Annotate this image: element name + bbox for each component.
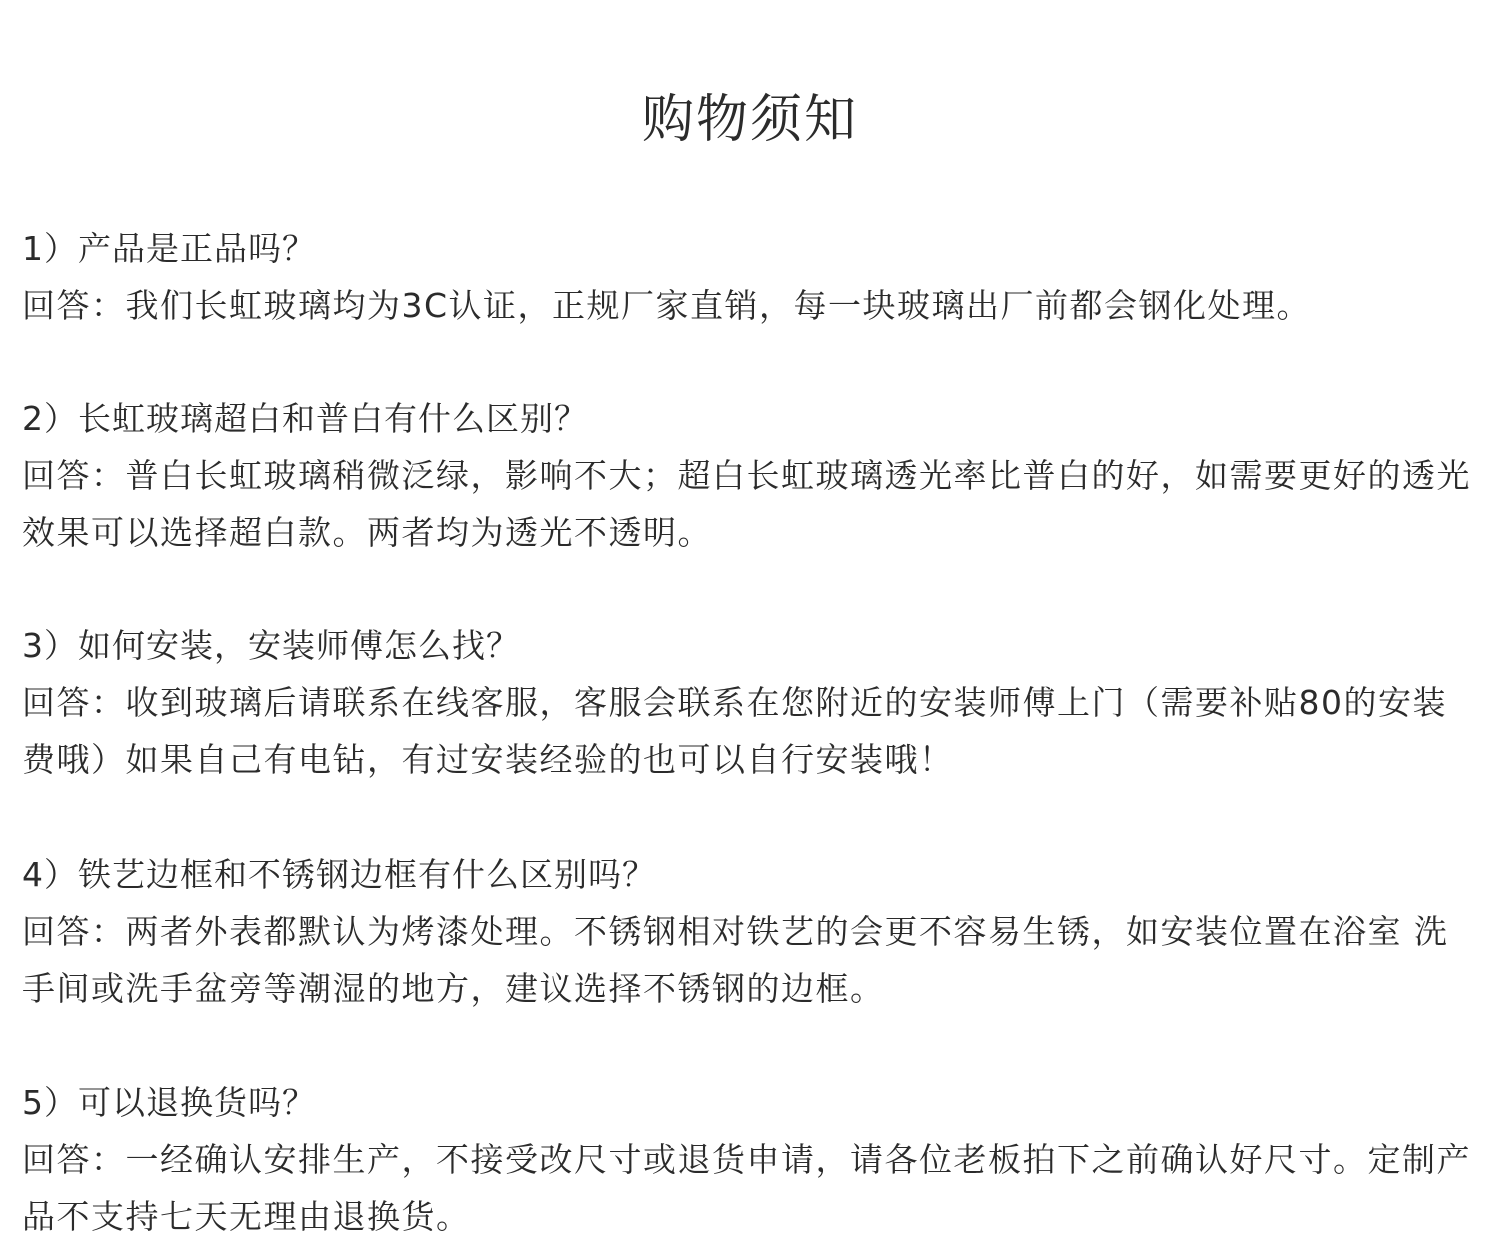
faq-item xyxy=(22,390,1472,561)
faq-question: 3）如何安装，安装师傅怎么找？ xyxy=(22,626,520,665)
faq-answer: 回答：我们长虹玻璃均为3C认证，正规厂家直销，每一块玻璃出厂前都会钢化处理。 xyxy=(22,286,1312,325)
faq-answer: 回答：普白长虹玻璃稍微泛绿，影响不大；超白长虹玻璃透光率比普白的好，如需要更好的透光效果可以选择超白款。两者均为透光不透明。 xyxy=(22,456,1471,552)
faq-answer: 回答：一经确认安排生产，不接受改尺寸或退货申请，请各位老板拍下之前确认好尺寸。定制产品不支持七天无理由退换货。 xyxy=(22,1140,1471,1236)
faq-question: 5）可以退换货吗？ xyxy=(22,1083,316,1122)
faq-question: 4）铁艺边框和不锈钢边框有什么区别吗？ xyxy=(22,855,656,894)
faq-item xyxy=(22,220,1472,334)
faq-answer: 回答：收到玻璃后请联系在线客服，客服会联系在您附近的安装师傅上门（需要补贴80的安装费哦）如果自己有电钻，有过安装经验的也可以自行安装哦！ xyxy=(22,683,1447,779)
faq-item xyxy=(22,846,1472,1017)
faq-question: 1）产品是正品吗？ xyxy=(22,229,316,268)
faq-answer: 回答：两者外表都默认为烤漆处理。不锈钢相对铁艺的会更不容易生锈，如安装位置在浴室 洗手间或洗手盆旁等潮湿的地方，建议选择不锈钢的边框。 xyxy=(22,912,1449,1008)
faq-item xyxy=(22,1074,1472,1245)
faq-question: 2）长虹玻璃超白和普白有什么区别？ xyxy=(22,399,588,438)
page-title: 购物须知 xyxy=(641,90,858,150)
faq-item xyxy=(22,617,1472,788)
